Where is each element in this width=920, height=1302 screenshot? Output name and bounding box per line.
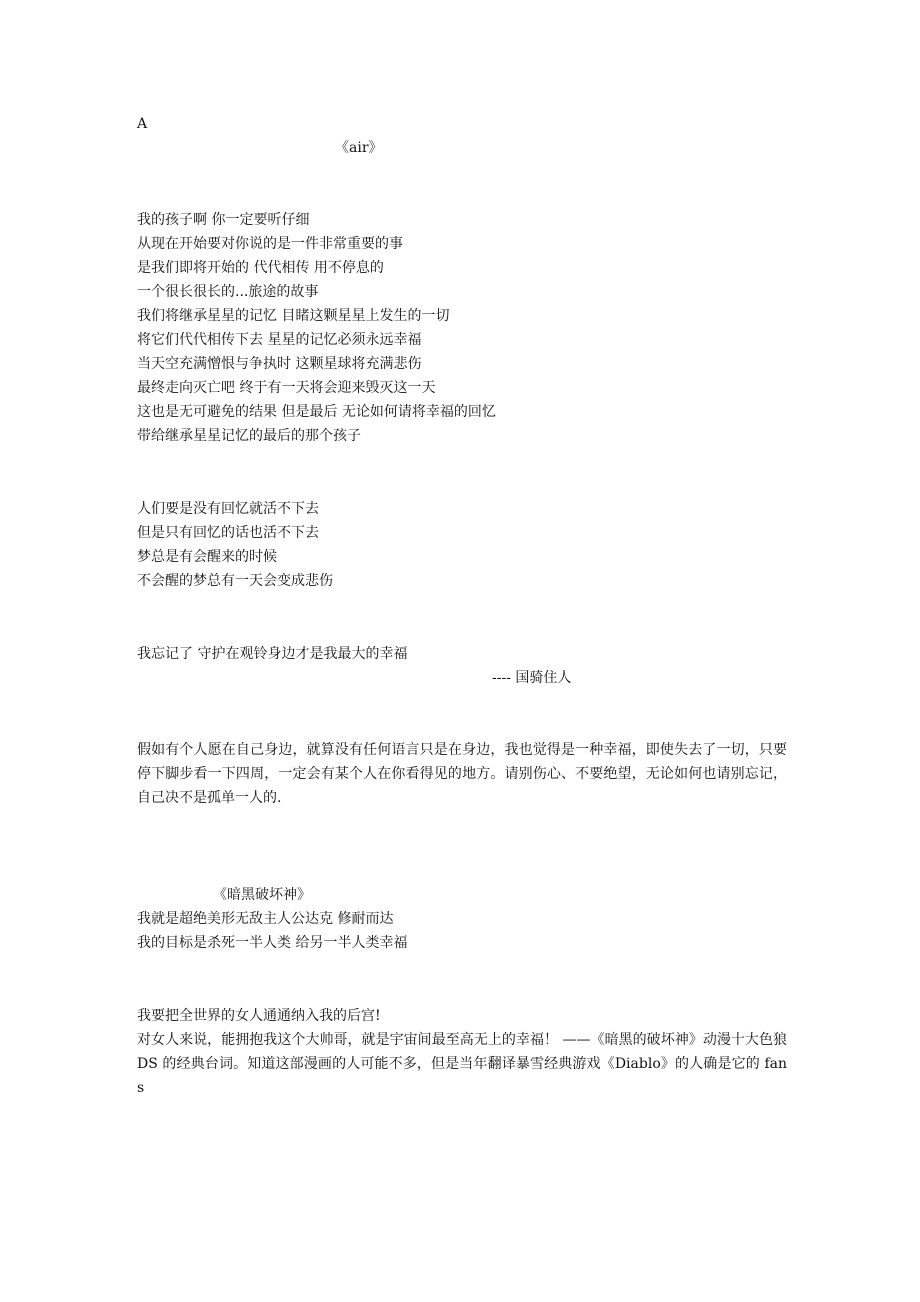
diablo-title: 《暗黑破坏神》: [213, 887, 311, 903]
poem-line: 从现在开始要对你说的是一件非常重要的事: [137, 236, 403, 252]
poem-line: 将它们代代相传下去 星星的记忆必须永远幸福: [137, 332, 422, 348]
poem-line: 带给继承星星记忆的最后的那个孩子: [137, 428, 361, 444]
diablo-line: 我就是超绝美形无敌主人公达克 修耐而达: [137, 911, 394, 927]
poem-line: 我的孩子啊 你一定要听仔细: [137, 212, 310, 228]
diablo-paragraph: 对女人来说，能拥抱我这个大帅哥，就是宇宙间最至高无上的幸福！ ——《暗黑的破坏神》动漫十大色狼 DS 的经典台词。知道这部漫画的人可能不多，但是当年翻译暴雪经典游戏《Diablo》的人确是它的 fans: [137, 1032, 787, 1096]
harem-line: 我要把全世界的女人通通纳入我的后宫!: [137, 1008, 381, 1024]
poem-line: 最终走向灭亡吧 终于有一天将会迎来毁灭这一天: [137, 380, 436, 396]
stanza-line: 但是只有回忆的话也活不下去: [137, 525, 319, 541]
diablo-line: 我的目标是杀死一半人类 给另一半人类幸福: [137, 935, 408, 951]
poem-line: 当天空充满憎恨与争执时 这颗星球将充满悲伤: [137, 356, 422, 372]
poem-line: 我们将继承星星的记忆 目睹这颗星星上发生的一切: [137, 308, 450, 324]
stanza-line: 不会醒的梦总有一天会变成悲伤: [137, 573, 333, 589]
poem-line: 一个很长很长的...旅途的故事: [137, 284, 319, 300]
quote-attribution: ---- 国骑住人: [492, 670, 572, 686]
quote-line: 我忘记了 守护在观铃身边才是我最大的幸福: [137, 646, 408, 662]
stanza-line: 梦总是有会醒来的时候: [137, 549, 277, 565]
stanza-line: 人们要是没有回忆就活不下去: [137, 501, 319, 517]
happiness-paragraph: 假如有个人愿在自己身边，就算没有任何语言只是在身边，我也觉得是一种幸福，即使失去了一切，只要停下脚步看一下四周，一定会有某个人在你看得见的地方。请别伤心、不要绝望，无论如何也请别忘记，自己决不是孤单一人的.: [137, 742, 787, 806]
poem-line: 是我们即将开始的 代代相传 用不停息的: [137, 260, 384, 276]
air-title: 《air》: [335, 140, 383, 156]
letter-heading: A: [137, 116, 148, 132]
poem-line: 这也是无可避免的结果 但是最后 无论如何请将幸福的回忆: [137, 404, 496, 420]
